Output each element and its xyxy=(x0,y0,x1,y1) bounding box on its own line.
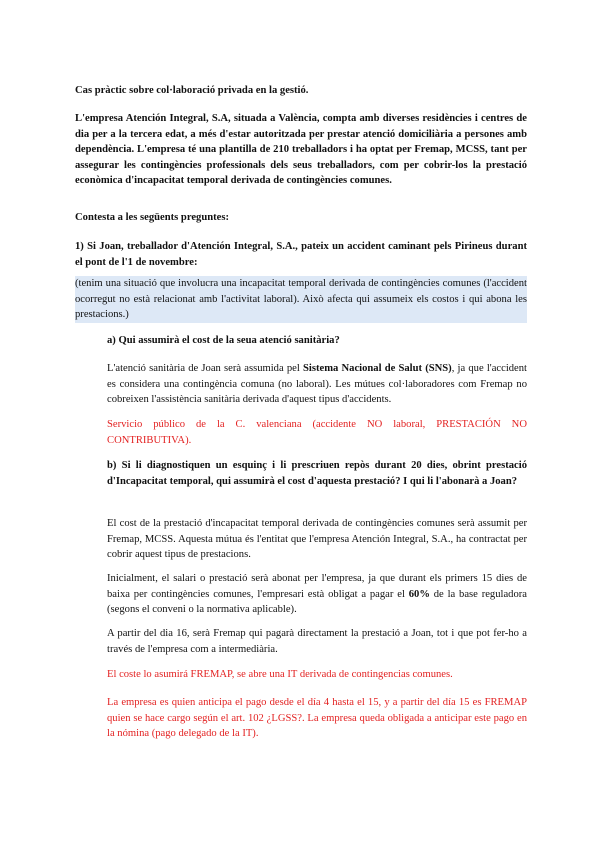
document-title: Cas pràctic sobre col·laboració privada en la gestió. xyxy=(75,85,309,96)
question-1-note: (tenim una situació que involucra una incapacitat temporal derivada de contingències comunes (l'accident ocorregut no està relacionat amb l'activitat laboral). Això afecta qui assumeix els costos i qui abona les prestacions.) xyxy=(75,276,527,323)
question-1: 1) Si Joan, treballador d'Atención Integral, S.A., pateix un accident caminant pels Pirineus durant el pont de l'1 de novembre: xyxy=(75,241,527,268)
answer-a-text-1: L'atenció sanitària de Joan serà assumida pel xyxy=(107,363,303,374)
instruction-text: Contesta a les següents preguntes: xyxy=(75,212,229,223)
question-b: b) Si li diagnostiquen un esquinç i li prescriuen repòs durant 20 dies, obrint prestació d'Incapacitat temporal, qui assumirà el cost d'aquesta prestació? I qui li l'abonarà a Joan? xyxy=(107,460,527,487)
question-a: a) Qui assumirà el cost de la seua atenció sanitària? xyxy=(107,335,340,346)
answer-b-correction-2: La empresa es quien anticipa el pago desde el día 4 hasta el 15, y a partir del día 15 es FREMAP quien se hace cargo según el art. 102 ¿LGSS?. La empresa queda obligada a anticipar este pago en la nómina (pago delegado de la IT). xyxy=(107,697,527,740)
answer-b-paragraph-2 xyxy=(107,571,527,618)
case-intro: L'empresa Atención Integral, S.A, situada a València, compta amb diverses residències i centres de dia per a la tercera edat, a més d'estar autoritzada per prestar atenció domiciliària a persones amb dependència. L'empresa té una plantilla de 210 treballadors i ha optat per Fremap, MCSS, tant per assegurar les contingències professionals dels seus treballadors, com per cobrir-los la prestació econòmica d'incapacitat temporal derivada de contingències comunes. xyxy=(75,113,527,187)
answer-b-correction-1: El coste lo asumirá FREMAP, se abre una IT derivada de contingencias comunes. xyxy=(107,669,453,680)
answer-a-bold: Sistema Nacional de Salut (SNS) xyxy=(303,363,452,374)
answer-a-text-2: , ja que l'accident es considera una contingència comuna (no laboral). Les mútues col·laboradores com Fremap no cobreixen l'assistència sanitària derivada d'aquest tipus d'accidents. xyxy=(107,363,528,406)
answer-b-text-1: Inicialment, el salari o prestació serà abonat per l'empresa, ja que durant els primers 15 dies de baixa per contingències comunes, l'empresari està obligat a pagar el xyxy=(107,573,527,600)
answer-a-correction: Servicio público de la C. valenciana (accidente NO laboral, PRESTACIÓN NO CONTRIBUTIVA). xyxy=(107,419,527,446)
answer-b-bold: 60% xyxy=(408,588,430,600)
answer-a xyxy=(107,361,527,408)
answer-b-paragraph-1: El cost de la prestació d'incapacitat temporal derivada de contingències comunes serà assumit per Fremap, MCSS. Aquesta mútua és l'entitat que l'empresa Atención Integral, S.A., ha contractat per cobrir aquest tipus de prestacions. xyxy=(107,518,527,561)
answer-b-paragraph-3: A partir del dia 16, serà Fremap qui pagarà directament la prestació a Joan, tot i que pot fer-ho a través de l'empresa com a intermediària. xyxy=(107,628,527,655)
answer-b-text-2: de la base reguladora (segons el conveni o la normativa aplicable). xyxy=(107,588,527,616)
